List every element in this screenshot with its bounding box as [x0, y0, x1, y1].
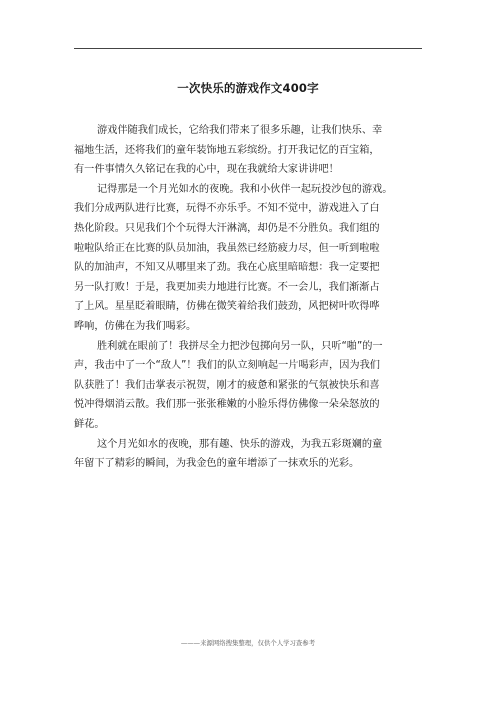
paragraph-2-line-3: 热化阶段。只见我们个个玩得大汗淋漓，却仍是不分胜负。我们组的: [74, 222, 380, 234]
paragraph-3-line-1: 胜利就在眼前了！我拼尽全力把沙包掷向另一队，只听“啪”的一: [97, 340, 383, 352]
essay-title: 一次快乐的游戏作文400字: [177, 81, 319, 95]
paragraph-1-line-1: 游戏伴随我们成长，它给我们带来了很多乐趣，让我们快乐、幸: [97, 125, 383, 136]
paragraph-2-line-4: 啦啦队给正在比赛的队员加油，我虽然已经筋疲力尽，但一听到啦啦: [74, 242, 380, 254]
paragraph-2-line-8: 哗响，仿佛在为我们喝彩。: [74, 320, 197, 332]
paragraph-3-line-5: 鲜花。: [74, 418, 105, 430]
source-footer: ———来源网络搜集整理，仅供个人学习查参考: [180, 639, 316, 647]
paragraph-1-line-2: 福地生活，还将我们的童年装饰地五彩缤纷。打开我记忆的百宝箱，: [74, 144, 380, 156]
paragraph-2-line-5: 队的加油声，不知又从哪里来了劲。我在心底里暗暗想：我一定要把: [74, 262, 380, 274]
essay-body: [74, 121, 426, 474]
header-rule: [74, 48, 422, 49]
paragraph-3-line-3: 队获胜了！我们击掌表示祝贺，刚才的疲惫和紧张的气氛被快乐和喜: [74, 379, 380, 391]
paragraph-2-line-1: 记得那是一个月光如水的夜晚。我和小伙伴一起玩投沙包的游戏。: [97, 183, 393, 195]
paragraph-2-line-6: 另一队打败！于是，我更加卖力地进行比赛。不一会儿，我们渐渐占: [74, 281, 380, 293]
paragraph-4-line-2: 年留下了精彩的瞬间，为我金色的童年增添了一抹欢乐的光彩。: [74, 458, 360, 470]
paragraph-3-line-4: 悦冲得烟消云散。我们那一张张稚嫩的小脸乐得仿佛像一朵朵怒放的: [74, 399, 380, 411]
paragraph-2-line-7: 了上风。星星眨着眼睛，仿佛在微笑着给我们鼓劲，风把树叶吹得哗: [74, 301, 380, 313]
paragraph-2-line-2: 我们分成两队进行比赛，玩得不亦乐乎。不知不觉中，游戏进入了白: [74, 203, 380, 215]
paragraph-4-line-1: 这个月光如水的夜晚，那有趣、快乐的游戏，为我五彩斑斓的童: [97, 438, 383, 450]
paragraph-1-line-3: 有一件事情久久铭记在我的心中，现在我就给大家讲讲吧！: [74, 164, 339, 176]
paragraph-3-line-2: 声，我击中了一个“敌人”！我们的队立刻响起一片喝彩声，因为我们: [74, 360, 380, 372]
